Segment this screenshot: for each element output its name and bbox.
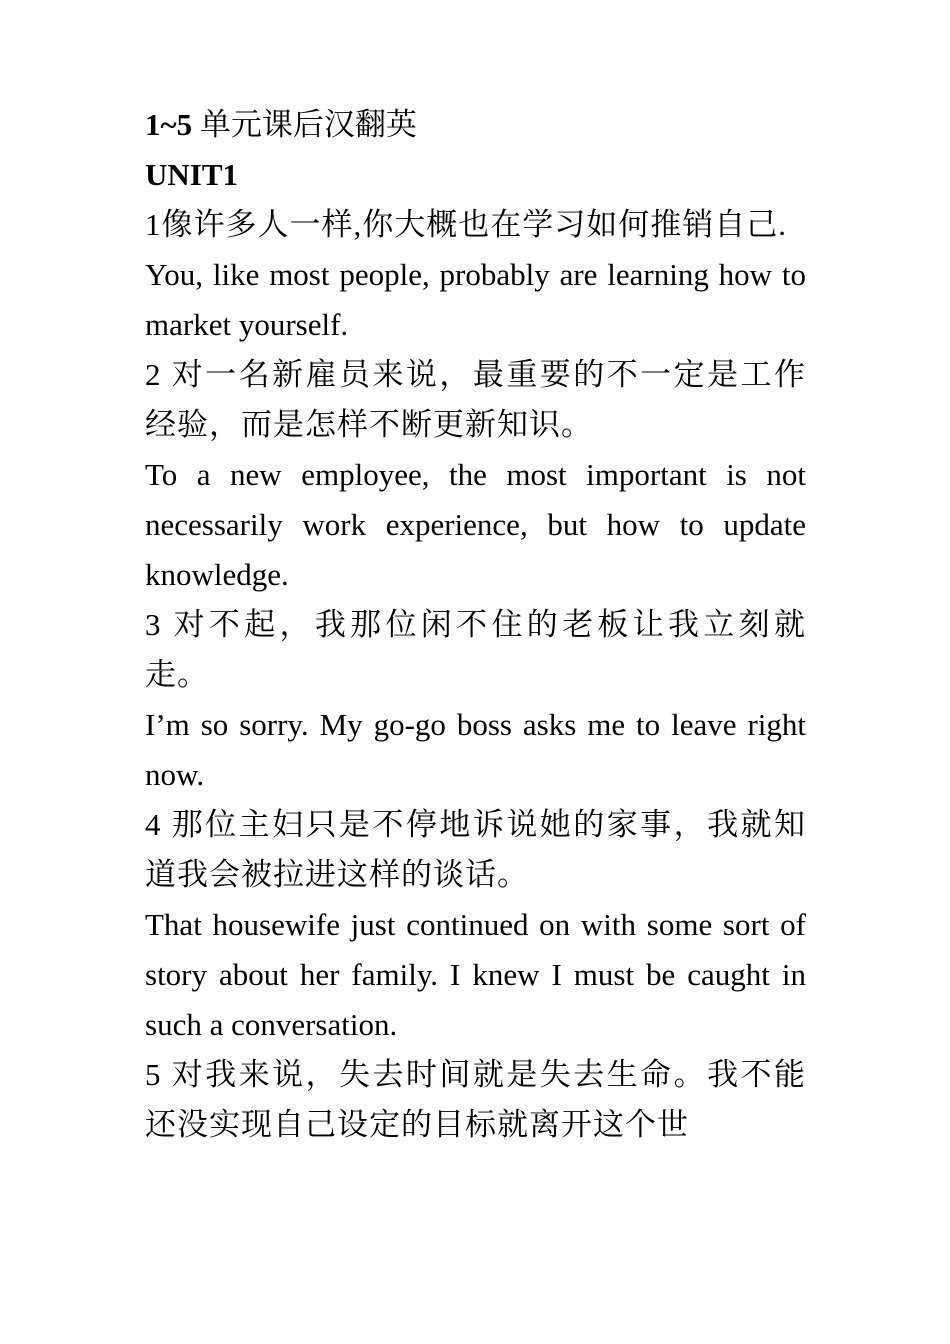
document-title: [145, 100, 806, 150]
item-4-chinese: 4 那位主妇只是不停地诉说她的家事，我就知道我会被拉进这样的谈话。: [145, 807, 806, 892]
item-3-english: I’m so sorry. My go-go boss asks me to leave right now.: [145, 707, 806, 792]
title-text: 单元课后汉翻英: [192, 107, 417, 142]
item-5-chinese: 5 对我来说，失去时间就是失去生命。我不能还没实现自己设定的目标就离开这个世: [145, 1057, 806, 1142]
item-1-chinese: 1像许多人一样,你大概也在学习如何推销自己.: [145, 207, 787, 242]
title-number-range: 1~5: [145, 107, 193, 142]
unit-heading: UNIT1: [145, 157, 239, 192]
item-2-english: To a new employee, the most important is not necessarily work experience, but how to update knowledge.: [145, 457, 806, 592]
item-1-english: You, like most people, probably are learning how to market yourself.: [145, 257, 806, 342]
item-3-chinese: 3 对不起，我那位闲不住的老板让我立刻就走。: [145, 607, 806, 692]
document-page: [145, 100, 806, 1150]
item-2-chinese: 2 对一名新雇员来说，最重要的不一定是工作经验，而是怎样不断更新知识。: [145, 357, 806, 442]
item-4-english: That housewife just continued on with some sort of story about her family. I knew I must be caught in such a conversation.: [145, 907, 806, 1042]
